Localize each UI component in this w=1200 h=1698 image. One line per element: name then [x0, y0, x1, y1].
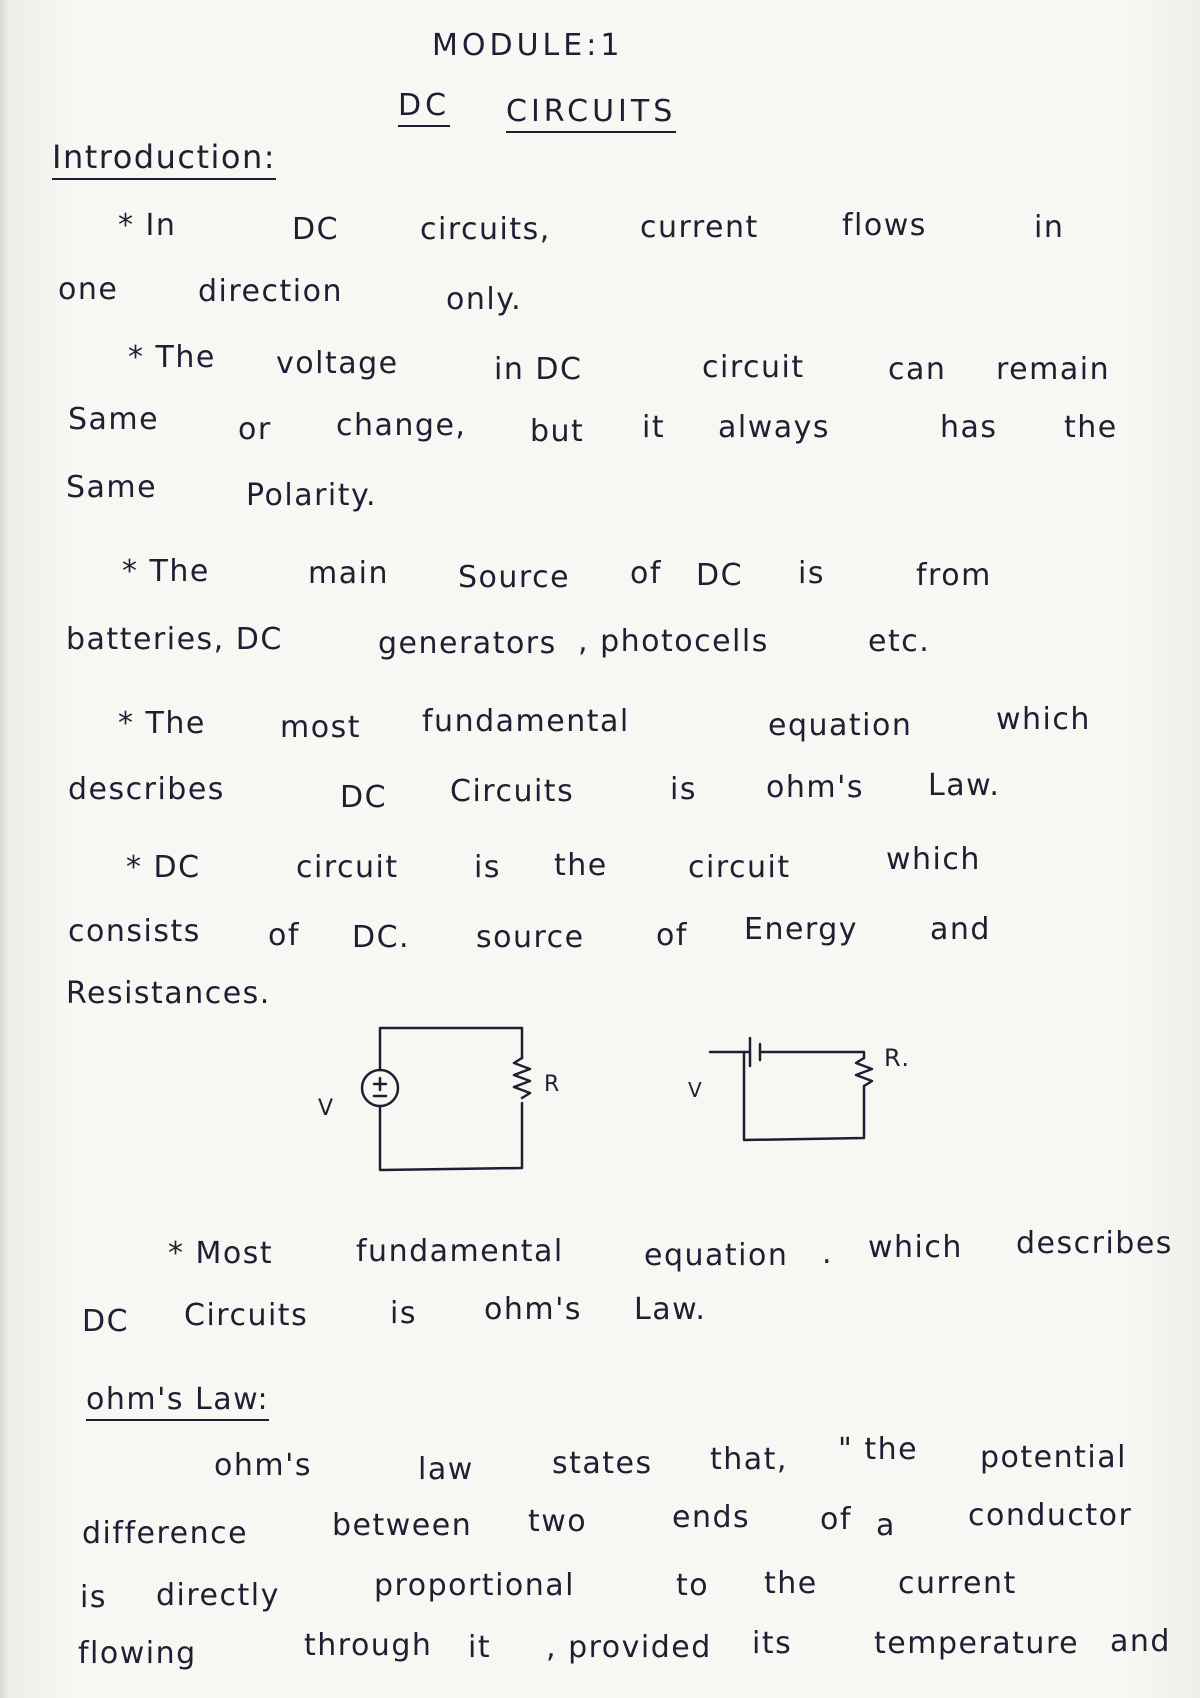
text-word: in	[1034, 210, 1065, 245]
text-word: potential	[980, 1440, 1127, 1475]
text-word: to	[676, 1568, 710, 1603]
text-word: in DC	[494, 352, 583, 387]
text-word: source	[476, 920, 585, 955]
text-word: Circuits	[450, 774, 575, 809]
text-word: is	[80, 1580, 107, 1615]
text-word: fundamental	[422, 704, 630, 739]
text-word: it	[642, 410, 666, 445]
text-word: circuit	[702, 350, 805, 385]
text-word: is	[670, 772, 697, 807]
text-word: remain	[996, 352, 1111, 387]
text-word: equation	[768, 708, 913, 743]
text-word: ohm's	[214, 1448, 312, 1483]
text-word: it	[468, 1630, 492, 1665]
text-word: is	[390, 1296, 417, 1331]
text-word: of	[656, 918, 688, 953]
text-word: is	[798, 556, 825, 591]
text-word: Law.	[928, 768, 1001, 803]
text-word: " the	[838, 1432, 919, 1467]
title-circuits: CIRCUITS	[506, 94, 676, 133]
circuit-2-resistor-label: R.	[884, 1044, 911, 1072]
page-left-edge	[0, 0, 10, 1698]
text-word: which	[868, 1230, 963, 1265]
circuit-1-voltage-label: V	[318, 1096, 335, 1121]
text-word: Polarity.	[246, 478, 378, 513]
circuit-diagram-1	[300, 1010, 560, 1200]
text-word: the	[764, 1566, 818, 1601]
text-word: always	[718, 410, 831, 445]
text-word: etc.	[868, 624, 931, 659]
text-word: describes	[68, 772, 225, 807]
text-word: flowing	[78, 1636, 197, 1671]
text-word: but	[530, 414, 585, 449]
text-word: generators	[378, 626, 557, 661]
text-word: DC.	[352, 920, 411, 955]
text-word: ends	[672, 1500, 751, 1535]
text-word: or	[238, 412, 272, 447]
text-word: direction	[198, 274, 343, 309]
text-word: Energy	[744, 912, 859, 947]
text-word: * In	[118, 208, 177, 243]
circuit-2-battery-and-top-wire	[710, 1038, 864, 1066]
text-word: two	[528, 1504, 588, 1539]
text-word: states	[552, 1446, 653, 1481]
text-word: circuit	[688, 850, 791, 885]
text-word: * The	[118, 706, 206, 741]
text-word: batteries, DC	[66, 622, 283, 657]
circuit-2-voltage-label: V	[688, 1078, 704, 1102]
text-word: Resistances.	[66, 976, 271, 1011]
text-word: Same	[66, 470, 158, 505]
text-word: describes	[1016, 1226, 1173, 1261]
text-word: Source	[458, 560, 571, 595]
text-word: directly	[156, 1578, 280, 1613]
text-word: has	[940, 410, 998, 445]
text-word: of	[630, 556, 662, 591]
circuit-1-top-wire	[380, 1028, 522, 1070]
text-word: DC	[292, 212, 340, 247]
text-word: the	[1064, 410, 1118, 445]
text-word: current	[640, 210, 759, 245]
text-word: DC	[82, 1304, 130, 1339]
text-word: that,	[710, 1442, 788, 1477]
text-word: flows	[842, 208, 927, 243]
circuit-2-resistor	[856, 1058, 872, 1086]
text-word: ohm's	[484, 1292, 582, 1327]
text-word: only.	[446, 282, 523, 317]
text-word: * DC	[126, 850, 201, 885]
circuit-1-resistor	[514, 1058, 530, 1098]
text-word: and	[1110, 1624, 1171, 1659]
text-word: ohm's	[766, 770, 864, 805]
text-word: Circuits	[184, 1298, 309, 1333]
text-word: Same	[68, 402, 160, 437]
text-word: conductor	[968, 1498, 1133, 1533]
text-word: * Most	[168, 1236, 274, 1271]
text-word: consists	[68, 914, 201, 949]
text-word: DC	[696, 558, 744, 593]
text-word: through	[304, 1628, 433, 1663]
circuit-1-bottom-wire	[380, 1103, 522, 1170]
text-word: .	[822, 1236, 834, 1271]
text-word: law	[418, 1452, 474, 1487]
text-word: fundamental	[356, 1234, 564, 1269]
text-word: current	[898, 1566, 1017, 1601]
text-word: circuits,	[420, 212, 551, 247]
text-word: and	[930, 912, 991, 947]
text-word: its	[752, 1626, 793, 1661]
text-word: circuit	[296, 850, 399, 885]
text-word: which	[996, 702, 1091, 737]
text-word: difference	[82, 1516, 249, 1551]
text-word: , photocells	[578, 624, 769, 659]
text-word: equation	[644, 1238, 789, 1273]
text-word: * The	[128, 340, 216, 375]
text-word: voltage	[276, 346, 399, 381]
text-word: one	[58, 272, 119, 307]
text-word: is	[474, 850, 501, 885]
text-word: from	[916, 558, 992, 593]
text-word: Law.	[634, 1292, 707, 1327]
text-word: of	[820, 1502, 852, 1537]
text-word: main	[308, 556, 389, 591]
text-word: a	[876, 1508, 896, 1543]
text-word: , provided	[546, 1630, 712, 1665]
text-word: which	[886, 842, 981, 877]
circuit-1-resistor-label: R	[544, 1072, 561, 1097]
circuit-2-loop-wire	[744, 1052, 864, 1140]
title-dc: DC	[398, 88, 450, 127]
text-word: the	[554, 848, 608, 883]
text-word: most	[280, 710, 361, 745]
text-word: can	[888, 352, 947, 387]
text-word: temperature	[874, 1626, 1080, 1661]
circuit-diagram-2	[690, 1010, 920, 1170]
intro-heading: Introduction:	[52, 138, 276, 180]
text-word: of	[268, 918, 300, 953]
text-word: proportional	[374, 1568, 575, 1603]
text-word: * The	[122, 554, 210, 589]
module-title: MODULE:1	[432, 28, 624, 63]
ohms-law-heading: ohm's Law:	[86, 1382, 269, 1421]
text-word: change,	[336, 408, 467, 443]
text-word: DC	[340, 780, 388, 815]
text-word: between	[332, 1508, 473, 1543]
